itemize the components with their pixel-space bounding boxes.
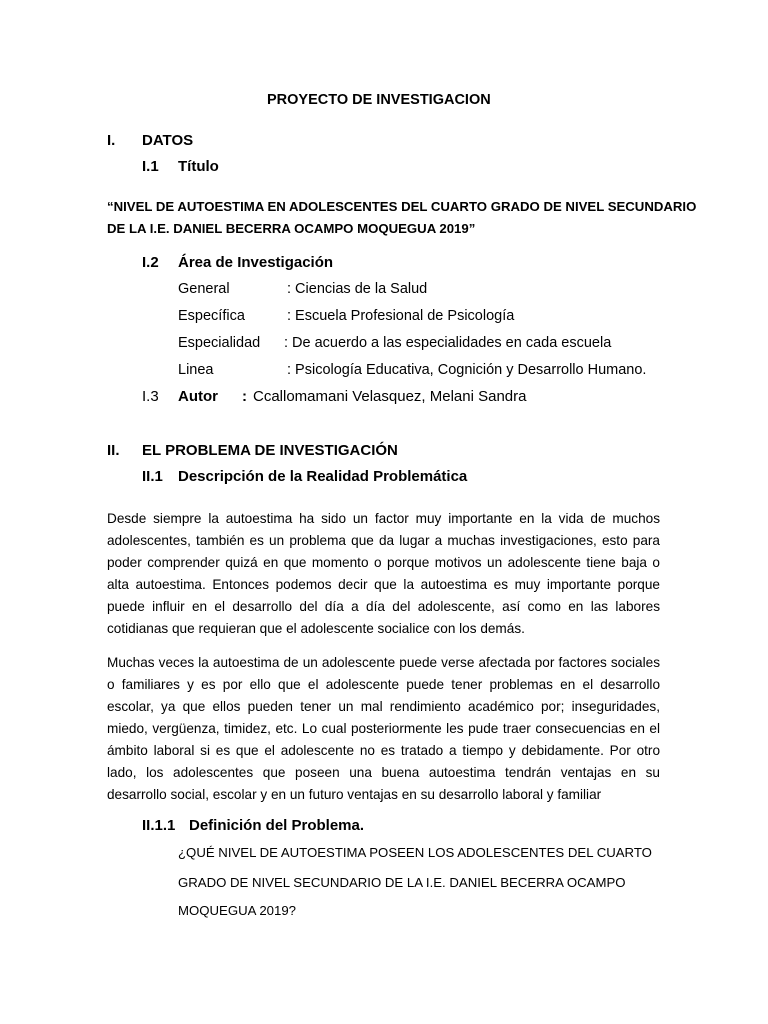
subsection-1-1-number: I.1 bbox=[142, 158, 159, 175]
research-question-line-2: GRADO DE NIVEL SECUNDARIO DE LA I.E. DANIEL BECERRA OCAMPO bbox=[178, 875, 626, 890]
thesis-title-line-2: DE LA I.E. DANIEL BECERRA OCAMPO MOQUEGUA 2019” bbox=[107, 221, 476, 236]
area-especifica-label: Específica bbox=[178, 308, 245, 324]
paragraph-1-line: puede influir en el desarrollo del día a día del adolescente, así como en las labores bbox=[107, 599, 660, 614]
paragraph-1-line: Desde siempre la autoestima ha sido un factor muy importante en la vida de muchos bbox=[107, 511, 660, 526]
research-question-line-1: ¿QUÉ NIVEL DE AUTOESTIMA POSEEN LOS ADOLESCENTES DEL CUARTO bbox=[178, 845, 652, 860]
subsection-2-1-number: II.1 bbox=[142, 468, 163, 485]
autor-value: Ccallomamani Velasquez, Melani Sandra bbox=[253, 388, 527, 405]
section-1-number: I. bbox=[107, 132, 116, 149]
section-1-heading: DATOS bbox=[142, 132, 194, 149]
paragraph-1-line: poder comprender quizá en que momento o porque motivos un adolescente tiene baja o bbox=[107, 555, 660, 570]
area-linea-value: : Psicología Educativa, Cognición y Desarrollo Humano. bbox=[287, 362, 647, 378]
thesis-title-line-1: “NIVEL DE AUTOESTIMA EN ADOLESCENTES DEL CUARTO GRADO DE NIVEL SECUNDARIO bbox=[107, 199, 697, 214]
paragraph-2-line: lado, los adolescentes que poseen una buena autoestima tendrán ventajas en su bbox=[107, 765, 660, 780]
subsection-2-1-1-number: II.1.1 bbox=[142, 817, 176, 834]
area-general-label: General bbox=[178, 281, 230, 297]
area-especifica-value: : Escuela Profesional de Psicología bbox=[287, 308, 515, 324]
paragraph-1-line: cotidianas que requieran que el adolescente socialice con los demás. bbox=[107, 621, 525, 636]
area-general-value: : Ciencias de la Salud bbox=[287, 281, 428, 297]
area-linea-label: Linea bbox=[178, 362, 214, 378]
section-2-number: II. bbox=[107, 442, 120, 459]
subsection-2-1-heading: Descripción de la Realidad Problemática bbox=[178, 468, 468, 485]
paragraph-1-line: alta autoestima. Entonces podemos decir que la autoestima es muy importante porque bbox=[107, 577, 660, 592]
subsection-1-2-number: I.2 bbox=[142, 254, 159, 271]
paragraph-2-line: o familiares y es por ello que el adolescente puede tener problemas en el desarrollo bbox=[107, 677, 660, 692]
paragraph-2 bbox=[107, 652, 660, 806]
subsection-2-1-1-heading: Definición del Problema. bbox=[189, 817, 365, 834]
page-title: PROYECTO DE INVESTIGACION bbox=[267, 92, 491, 108]
research-question-line-3: MOQUEGUA 2019? bbox=[178, 903, 297, 918]
subsection-1-2-heading: Área de Investigación bbox=[178, 254, 334, 271]
autor-label: Autor bbox=[178, 388, 218, 405]
area-especialidad-label: Especialidad bbox=[178, 335, 261, 351]
paragraph-2-line: miedo, vergüenza, timidez, etc. Lo cual posteriormente les pude traer consecuencias en el bbox=[107, 721, 660, 736]
area-especialidad-value: : De acuerdo a las especialidades en cada escuela bbox=[284, 335, 612, 351]
paragraph-2-line: ámbito laboral si es que el adolescente no es tratado a tiempo y debidamente. Por otro bbox=[107, 743, 660, 758]
paragraph-2-line: escolar, ya que ellos pueden tener un mal rendimiento académico por; inseguridades, bbox=[107, 699, 660, 714]
paragraph-1-line: adolescentes, también es un problema que da lugar a muchas investigaciones, esto para bbox=[107, 533, 660, 548]
paragraph-1 bbox=[107, 508, 660, 640]
section-2-heading: EL PROBLEMA DE INVESTIGACIÓN bbox=[142, 442, 398, 459]
paragraph-2-line: Muchas veces la autoestima de un adolescente puede verse afectada por factores sociales bbox=[107, 655, 660, 670]
subsection-1-1-heading: Título bbox=[178, 158, 219, 175]
subsection-1-3-number: I.3 bbox=[142, 388, 159, 405]
paragraph-2-line: desarrollo social, escolar y en un futuro ventajas en su desarrollo laboral y familiar bbox=[107, 787, 602, 802]
autor-colon: : bbox=[242, 388, 247, 405]
